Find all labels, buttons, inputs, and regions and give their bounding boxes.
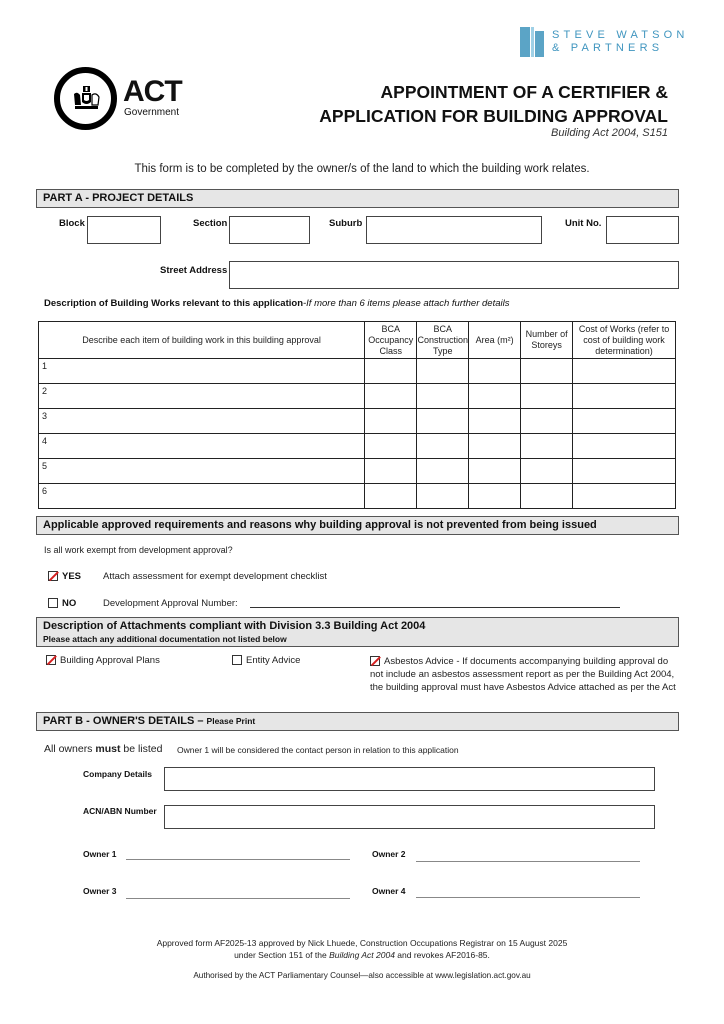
storeys-cell[interactable] [521,459,573,484]
asbestos-advice-checkbox[interactable] [370,656,380,666]
area-cell[interactable] [469,409,521,434]
cost-cell[interactable] [573,484,676,509]
yes-option[interactable]: YES [48,571,81,582]
contact-person-note: Owner 1 will be considered the contact person in relation to this application [177,745,459,755]
act-logo-word: ACT [123,75,182,108]
exempt-question: Is all work exempt from development approval? [44,545,233,555]
construction-type-cell[interactable] [417,359,469,384]
area-cell[interactable] [469,434,521,459]
construction-type-cell[interactable] [417,484,469,509]
area-cell[interactable] [469,459,521,484]
no-option-text: Development Approval Number: [103,598,238,609]
owner-1-input[interactable] [126,859,350,860]
storeys-cell[interactable] [521,359,573,384]
intro-text: This form is to be completed by the owner/s of the land to which the building work relates. [134,163,590,175]
yes-option-text: Attach assessment for exempt development checklist [103,571,327,582]
row-number-cell[interactable]: 4 [39,434,365,459]
street-address-label: Street Address [160,265,228,276]
construction-type-cell[interactable] [417,409,469,434]
table-header-row [39,322,676,359]
unit-no-label: Unit No. [565,218,602,229]
acn-abn-label: ACN/ABN Number [83,806,157,816]
act-government-logo [54,67,194,132]
col-header-storeys: Number of Storeys [521,322,573,359]
col-header-description: Describe each item of building work in this building approval [39,322,365,359]
partner-logo-line1: STEVE WATSON [552,29,689,41]
storeys-cell[interactable] [521,434,573,459]
area-cell[interactable] [469,384,521,409]
act-logo-government: Government [124,107,180,118]
col-header-occupancy-class: BCA Occupancy Class [365,322,417,359]
occupancy-class-cell[interactable] [365,459,417,484]
building-approval-plans-checkbox[interactable] [46,655,56,665]
cost-cell[interactable] [573,459,676,484]
owner-2-input[interactable] [416,861,640,862]
attachment-building-approval-plans[interactable]: Building Approval Plans [46,655,160,666]
owner-4-input[interactable] [416,897,640,898]
table-row [39,484,676,509]
works-heading: Description of Building Works relevant to this application-If more than 6 items please attach further details [44,298,510,309]
attachment-entity-advice[interactable]: Entity Advice [232,655,300,666]
development-approval-number-input[interactable] [250,607,620,608]
occupancy-class-cell[interactable] [365,484,417,509]
table-row [39,384,676,409]
part-b-heading: PART B - OWNER'S DETAILS – Please Print [36,712,679,731]
occupancy-class-cell[interactable] [365,384,417,409]
unit-no-input[interactable] [606,216,679,244]
approval-note: Approved form AF2025-13 approved by Nick Lhuede, Construction Occupations Registrar on 15 August 2025 under Section 151 of the Building Act 2004 and revokes AF2016-85. [156,938,568,960]
suburb-label: Suburb [329,218,363,229]
area-cell[interactable] [469,484,521,509]
occupancy-class-cell[interactable] [365,434,417,459]
row-number-cell[interactable]: 1 [39,359,365,384]
table-row [39,434,676,459]
occupancy-class-cell[interactable] [365,359,417,384]
owner-3-input[interactable] [126,898,350,899]
page-title: APPOINTMENT OF A CERTIFIER & APPLICATION FOR BUILDING APPROVAL [319,82,668,126]
owner-1-label: Owner 1 [83,849,117,859]
requirements-heading: Applicable approved requirements and reasons why building approval is not prevented from being issued [36,516,679,535]
table-row [39,359,676,384]
company-details-input[interactable] [164,767,655,791]
entity-advice-checkbox[interactable] [232,655,242,665]
street-address-input[interactable] [229,261,679,289]
storeys-cell[interactable] [521,484,573,509]
table-row [39,409,676,434]
owner-4-label: Owner 4 [372,886,406,896]
construction-type-cell[interactable] [417,434,469,459]
storeys-cell[interactable] [521,384,573,409]
yes-checkbox[interactable] [48,571,58,581]
col-header-cost: Cost of Works (refer to cost of building work determination) [573,322,676,359]
block-input[interactable] [87,216,161,244]
partner-logo-icon [520,27,544,57]
row-number-cell[interactable]: 5 [39,459,365,484]
row-number-cell[interactable]: 2 [39,384,365,409]
partner-logo-line2: & PARTNERS [552,42,664,54]
coat-of-arms-icon [54,67,117,130]
building-works-table [38,321,676,509]
part-a-heading: PART A - PROJECT DETAILS [36,189,679,208]
cost-cell[interactable] [573,434,676,459]
col-header-area: Area (m²) [469,322,521,359]
owner-2-label: Owner 2 [372,849,406,859]
col-header-construction-type: BCA Construction Type [417,322,469,359]
suburb-input[interactable] [366,216,542,244]
construction-type-cell[interactable] [417,459,469,484]
row-number-cell[interactable]: 3 [39,409,365,434]
cost-cell[interactable] [573,384,676,409]
area-cell[interactable] [469,359,521,384]
section-label: Section [193,218,228,229]
authorised-note: Authorised by the ACT Parliamentary Counsel—also accessible at www.legislation.act.gov.au [193,971,531,980]
page-subtitle: Building Act 2004, S151 [550,127,668,139]
cost-cell[interactable] [573,359,676,384]
partner-logo [520,25,689,59]
no-option[interactable]: NO [48,598,76,609]
company-details-label: Company Details [83,769,152,779]
row-number-cell[interactable]: 6 [39,484,365,509]
occupancy-class-cell[interactable] [365,409,417,434]
attachments-heading: Description of Attachments compliant with Division 3.3 Building Act 2004 Please attach any additional documentation not listed below [36,617,679,647]
owner-3-label: Owner 3 [83,886,117,896]
attachment-asbestos-advice[interactable]: Asbestos Advice - If documents accompanying building approval do not include an asbestos assessment report as per the Building Act 2004, the building approval must have Asbestos Advice attached as per the Act [370,656,676,693]
no-checkbox[interactable] [48,598,58,608]
block-label: Block [59,218,85,229]
acn-abn-input[interactable] [164,805,655,829]
all-owners-note: All owners must be listed [44,743,163,755]
construction-type-cell[interactable] [417,384,469,409]
table-row [39,459,676,484]
storeys-cell[interactable] [521,409,573,434]
cost-cell[interactable] [573,409,676,434]
section-input[interactable] [229,216,310,244]
